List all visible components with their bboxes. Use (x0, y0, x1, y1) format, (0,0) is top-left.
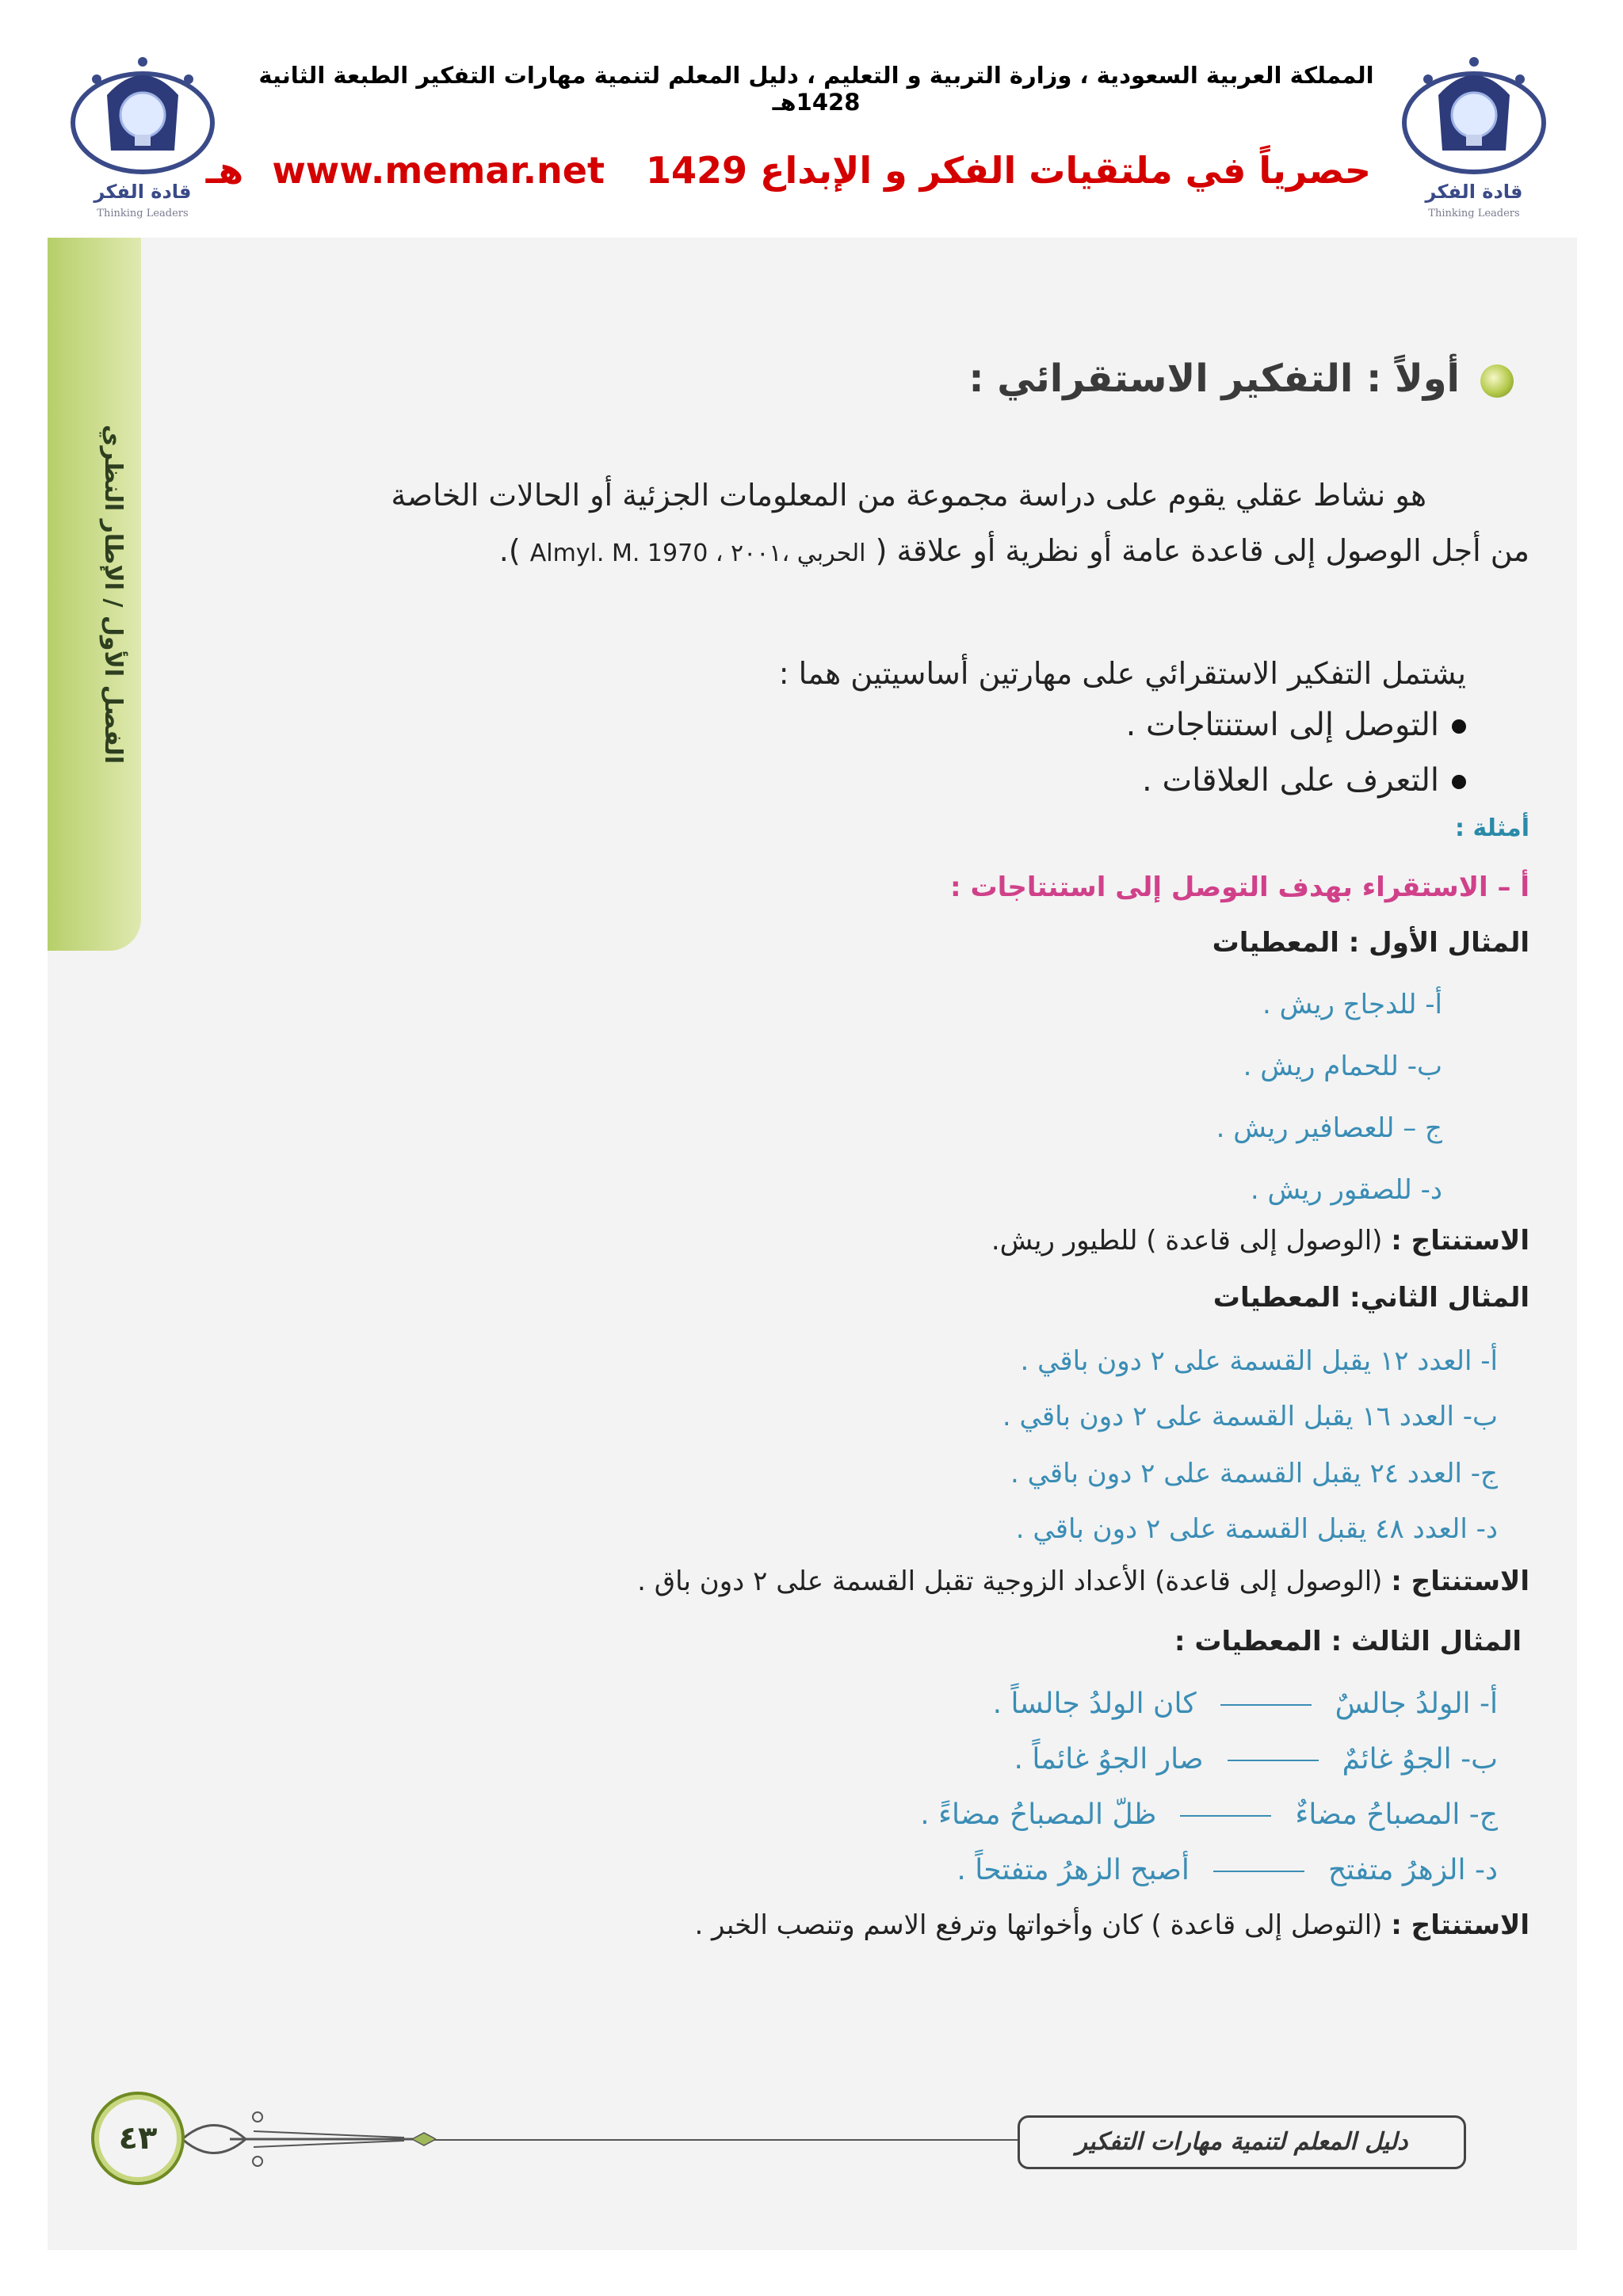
lightbulb-head-icon (1395, 48, 1553, 182)
footer-book-title: دليل المعلم لتنمية مهارات التفكير (1018, 2115, 1466, 2169)
logo-label: قادة الفكر (94, 181, 192, 203)
example-2-item: أ- العدد ١٢ يقبل القسمة على ٢ دون باقي . (1020, 1345, 1498, 1377)
bullet-dot-icon (1452, 775, 1466, 789)
example-3-title: المثال الثالث : المعطيات : (1174, 1626, 1522, 1657)
header-promo (205, 149, 1371, 192)
page-footer (48, 2076, 1577, 2203)
promo-text: حصرياً في ملتقيات الفكر و الإبداع (760, 149, 1371, 192)
example-2-item: ج- العدد ٢٤ يقبل القسمة على ٢ دون باقي . (1010, 1458, 1498, 1489)
skills-intro: يشتمل التفكير الاستقرائي على مهارتين أساسيتين هما : (778, 656, 1466, 691)
example-2-item: ب- العدد ١٦ يقبل القسمة على ٢ دون باقي . (1002, 1401, 1498, 1432)
section-heading: أولاً : التفكير الاستقرائي : (968, 357, 1514, 401)
page-number: ٤٣ (91, 2092, 185, 2185)
scroll-ornament-icon (182, 2107, 436, 2171)
example-1-item: ج – للعصافير ريش . (1216, 1112, 1442, 1144)
arrow-dash-icon (1228, 1760, 1319, 1761)
bullet-orb-icon (1480, 364, 1514, 398)
skill-item: التعرف على العلاقات . (182, 753, 1466, 808)
logo-subtitle: Thinking Leaders (97, 208, 189, 219)
example-3-row: أ- الولدُ جالسٌكان الولدُ جالساً . (992, 1688, 1498, 1720)
book-page (48, 238, 1577, 2250)
header-title: المملكة العربية السعودية ، وزارة التربية و التعليم ، دليل المعلم لتنمية مهارات التفكير الطبعة الثانية 1428هـ (258, 62, 1374, 116)
logo-left (63, 48, 222, 230)
skill-item: التوصل إلى استنتاجات . (182, 697, 1466, 753)
section-a-title: أ – الاستقراء بهدف التوصل إلى استنتاجات : (950, 871, 1529, 903)
promo-url[interactable]: www.memar.net (272, 149, 605, 192)
arrow-dash-icon (1213, 1871, 1304, 1872)
example-2-title: المثال الثاني: المعطيات (1212, 1282, 1529, 1314)
lightbulb-head-icon (63, 48, 222, 182)
examples-label: أمثلة : (1455, 814, 1529, 842)
example-3-row: ج- المصباحُ مضاءٌظلّ المصباحُ مضاءً . (920, 1798, 1498, 1831)
arrow-dash-icon (1220, 1704, 1312, 1706)
example-1-title: المثال الأول : المعطيات (1212, 927, 1529, 959)
example-1-item: ب- للحمام ريش . (1243, 1051, 1442, 1082)
example-2-item: د- العدد ٤٨ يقبل القسمة على ٢ دون باقي . (1015, 1513, 1498, 1545)
logo-right (1395, 48, 1553, 230)
example-2-conclusion: الاستنتاج : (الوصول إلى قاعدة) الأعداد الزوجية تقبل القسمة على ٢ دون باق . (637, 1566, 1529, 1597)
arrow-dash-icon (1180, 1815, 1271, 1817)
example-1-item: أ- للدجاج ريش . (1262, 989, 1442, 1020)
logo-label: قادة الفكر (1425, 181, 1523, 203)
chapter-side-tab (48, 238, 141, 951)
citation: الحربي ،٢٠٠١ ، Almyl. M. 1970 (529, 540, 866, 567)
logo-subtitle: Thinking Leaders (1428, 208, 1520, 219)
definition-line-1: هو نشاط عقلي يقوم على دراسة مجموعة من المعلومات الجزئية أو الحالات الخاصة (391, 478, 1426, 513)
example-1-item: د- للصقور ريش . (1250, 1174, 1442, 1206)
example-1-conclusion: الاستنتاج : (الوصول إلى قاعدة ) للطيور ريش. (991, 1225, 1529, 1257)
definition-line-2: من أجل الوصول إلى قاعدة عامة أو نظرية أو علاقة ( الحربي ،٢٠٠١ ، Almyl. M. 1970 ). (498, 533, 1529, 568)
example-3-conclusion: الاستنتاج : (التوصل إلى قاعدة ) كان وأخواتها وترفع الاسم وتنصب الخبر . (694, 1909, 1529, 1941)
example-3-row: ب- الجوُ غائمٌصار الجوُ غائماً . (1014, 1743, 1498, 1775)
bullet-dot-icon (1452, 719, 1466, 734)
chapter-side-tab-label: الفصل الأول / الإطار النظري (99, 424, 127, 765)
example-3-row: د- الزهرُ متفتحأصبح الزهرُ متفتحاً . (957, 1854, 1498, 1886)
promo-year: 1429هـ (205, 149, 748, 192)
